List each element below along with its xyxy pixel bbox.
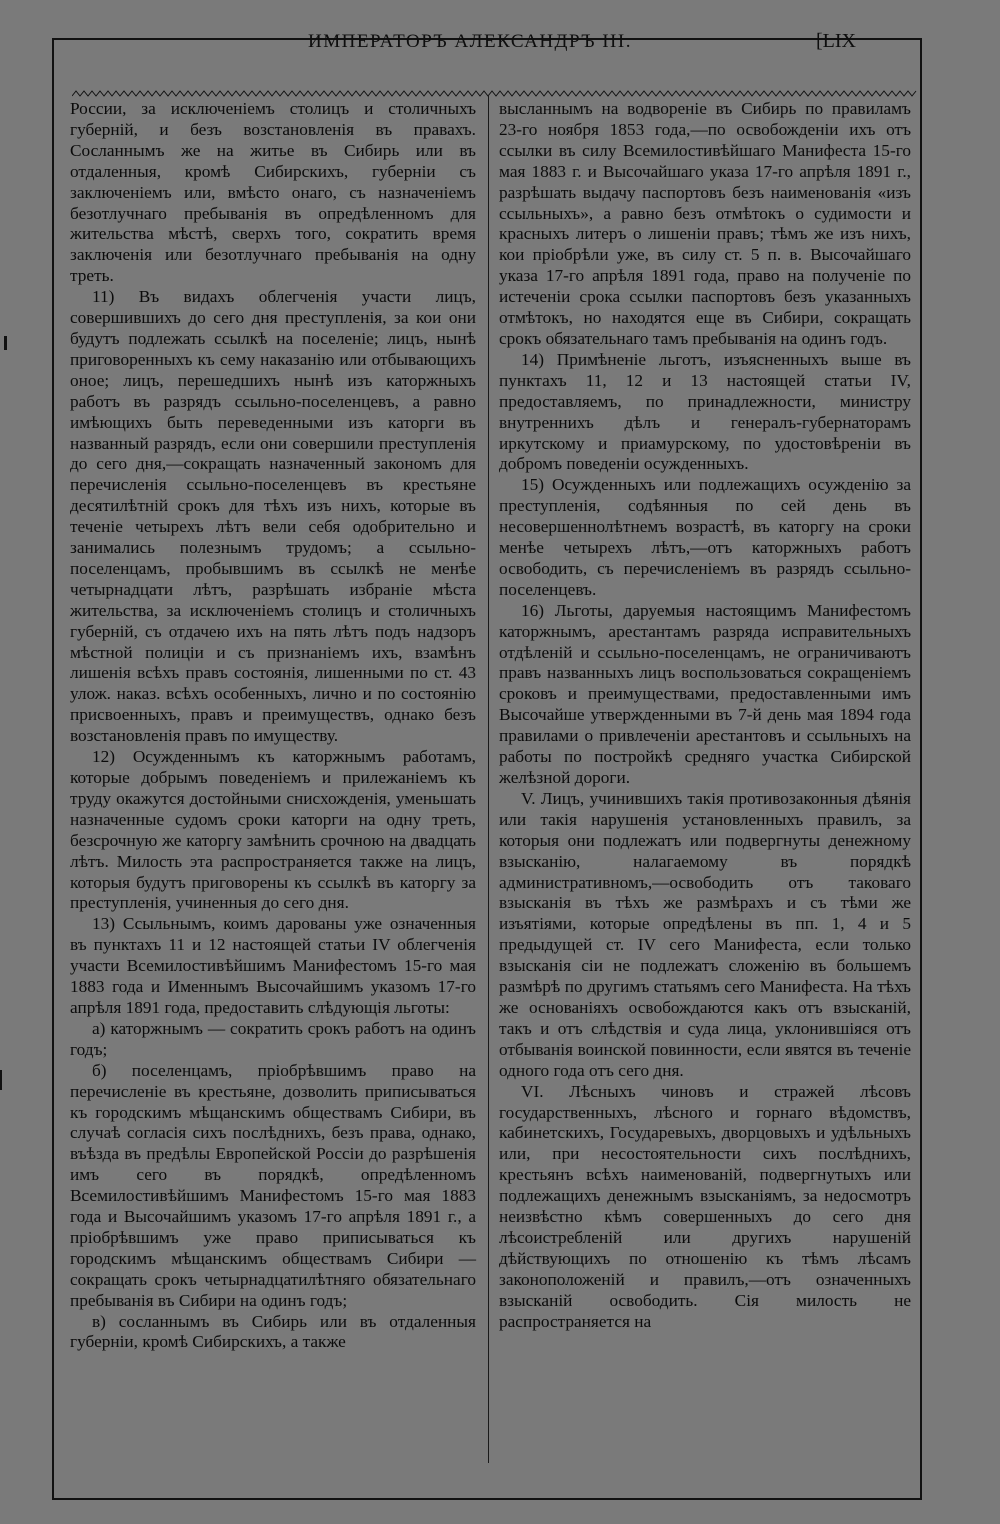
margin-mark xyxy=(4,336,7,350)
margin-mark xyxy=(0,1070,2,1090)
paragraph: 11) Въ видахъ облегченія участи лицъ, совершившихъ до сего дня преступленія, за кои они будутъ подлежать ссылкѣ на поселеніе; лицъ, нынѣ приговоренныхъ къ сему наказанію или отбывающихъ оное; лицъ, перешедшихъ нынѣ изъ каторжныхъ работъ въ разрядъ ссыльно-поселенцевъ, а равно имѣющихъ быть переведенными изъ каторги въ названный разрядъ, если они совершили преступленія до сего дня,—сокращать назначенный закономъ для перечисленія ссыльно-поселенцевъ въ крестьяне десятилѣтній срокъ для тѣхъ изъ нихъ, которые въ теченіе четырехъ лѣтъ вели себя одобрительно и занимались полезнымъ трудомъ; а ссыльно-поселенцамъ, пробывшимъ въ ссылкѣ не менѣе четырнадцати лѣтъ, разрѣшать избраніе мѣста жительства, за исключеніемъ столицъ и столичныхъ губерній, съ отдачею ихъ на пять лѣтъ подъ надзоръ мѣстной полиціи и съ признаніемъ ихъ, взамѣнъ лишенія всѣхъ правъ состоянія, лишенными по ст. 43 улож. наказ. всѣхъ особенныхъ, лично и по состоянію присвоенныхъ, правъ и преимуществъ, однако безъ возстановленія правъ по имуществу. xyxy=(70,287,476,746)
paragraph: России, за исключеніемъ столицъ и столичныхъ губерній, и безъ возстановленія въ правахъ. Сосланнымъ же на житье въ Сибирь или въ отдаленныя, кромѣ Сибирскихъ, губерніи съ заключеніемъ или, вмѣсто онаго, съ назначеніемъ безотлучнаго пребыванія въ опредѣленномъ для жительства мѣстѣ, сверхъ того, сократить время заключенія или безотлучнаго пребыванія на одну треть. xyxy=(70,99,476,286)
right-column xyxy=(499,99,911,1332)
page-header xyxy=(40,23,900,59)
paragraph: высланнымъ на водвореніе въ Сибирь по правиламъ 23-го ноября 1853 года,—по освобожденіи ихъ отъ ссылки въ силу Всемилостивѣйшаго Манифеста 15-го мая 1883 г. и Высочайшаго указа 17-го апрѣля 1891 г., разрѣшать выдачу паспортовъ безъ наименованія «изъ ссыльныхъ», а равно безъ отмѣтокъ о судимости и красныхъ литеръ о лишеніи правъ; тѣмъ же изъ нихъ, кои пріобрѣли уже, въ силу ст. 5 п. в. Высочайшаго указа 17-го апрѣля 1891 года, право на полученіе по истеченіи срока ссылки паспортовъ безъ указанныхъ отмѣтокъ, но находятся еще въ Сибири, сокращать срокъ обязательнаго тамъ пребыванія на одинъ годъ. xyxy=(499,99,911,348)
page-number: [LIX xyxy=(816,30,856,52)
column-divider xyxy=(488,96,489,1463)
paragraph: 13) Ссыльнымъ, коимъ дарованы уже означенныя въ пунктахъ 11 и 12 настоящей статьи IV облегченія участи Всемилостивѣйшимъ Манифестомъ 15-го мая 1883 года и Именнымъ Высочайшимъ указомъ 17-го апрѣля 1891 года, предоставить слѣдующія льготы: xyxy=(70,914,476,1017)
paragraph: 12) Осужденнымъ къ каторжнымъ работамъ, которые добрымъ поведеніемъ и прилежаніемъ къ труду окажутся достойными снисхожденія, уменьшать назначенные судомъ сроки каторги на одну треть, безсрочную же каторгу замѣнить срочною на двадцать лѣтъ. Милость эта распространяется также на лицъ, которыя будутъ приговорены къ ссылкѣ въ каторгу за преступленія, учиненныя до сего дня. xyxy=(70,747,476,913)
paragraph: в) сосланнымъ въ Сибирь или въ отдаленныя губерніи, кромѣ Сибирскихъ, а также xyxy=(70,1311,476,1352)
left-column xyxy=(70,99,476,1353)
paragraph: V. Лицъ, учинившихъ такія противозаконныя дѣянія или такія нарушенія установленныхъ правилъ, за которыя они подлежатъ или подвергнуты денежному взысканію, налагаемому въ порядкѣ административномъ,—освободить отъ таковаго взысканія въ тѣхъ же размѣрахъ и съ тѣми же изъятіями, которые опредѣлены въ пп. 1, 4 и 5 предыдущей ст. IV сего Манифеста, если только взысканія сіи не подлежатъ сложенію въ большемъ размѣрѣ по другимъ статьямъ сего Манифеста. На тѣхъ же основаніяхъ освобождаются какъ отъ взысканій, такъ и отъ слѣдствія и суда лица, уклонившіяся отъ отбыванія воинской повинности, если явятся въ теченіе одного года отъ сего дня. xyxy=(499,788,911,1080)
paragraph: 14) Примѣненіе льготъ, изъясненныхъ выше въ пунктахъ 11, 12 и 13 настоящей статьи IV, предоставляемъ, по принадлежности, министру внутреннихъ дѣлъ и генералъ-губернаторамъ иркутскому и приамурскому, по удостовѣреніи въ добромъ поведеніи осужденныхъ. xyxy=(499,349,911,474)
paragraph: 16) Льготы, даруемыя настоящимъ Манифестомъ каторжнымъ, арестантамъ разряда исправительныхъ отдѣленій и ссыльно-поселенцамъ, не ограничиваютъ правъ названныхъ лицъ воспользоваться сокращеніемъ сроковъ и преимуществами, предоставленными имъ Высочайше утвержденными въ 7-й день мая 1894 года правилами о привлеченіи арестантовъ и ссыльныхъ на работы по постройкѣ средняго участка Сибирской желѣзной дороги. xyxy=(499,600,911,787)
paragraph: 15) Осужденныхъ или подлежащихъ осужденію за преступленія, содѣянныя по сей день въ несовершеннолѣтнемъ возрастѣ, въ каторгу на сроки менѣе четырехъ лѣтъ,—отъ каторжныхъ работъ освободить, съ перечисленіемъ въ разрядъ ссыльно-поселенцевъ. xyxy=(499,475,911,599)
paragraph: а) каторжнымъ — сократить срокъ работъ на одинъ годъ; xyxy=(70,1018,476,1059)
paragraph: б) поселенцамъ, пріобрѣвшимъ право на перечисленіе въ крестьяне, дозволить приписываться къ городскимъ мѣщанскимъ обществамъ Сибири, въ случаѣ согласія сихъ послѣднихъ, безъ права, однако, въѣзда въ предѣлы Европейской Россіи до разрѣшенія имъ сего въ порядкѣ, опредѣленномъ Всемилостивѣйшимъ Манифестомъ 15-го мая 1883 года и Высочайшимъ указомъ 17-го апрѣля 1891 г., а пріобрѣвшимъ уже право приписываться къ городскимъ мѣщанскимъ обществамъ Сибири — сокращать срокъ четырнадцатилѣтняго обязательнаго пребыванія въ Сибири на одинъ годъ; xyxy=(70,1060,476,1310)
paragraph: VI. Лѣсныхъ чиновъ и стражей лѣсовъ государственныхъ, лѣсного и горнаго вѣдомствъ, кабинетскихъ, Государевыхъ, дворцовыхъ и удѣльныхъ или, при несостоятельности сихъ послѣднихъ, крестьянъ всѣхъ наименованій, подвергнутыхъ или подлежащихъ денежнымъ взысканіямъ, за недосмотръ неизвѣстно кѣмъ совершенныхъ до сего дня лѣсоистребленій или другихъ нарушеній дѣйствующихъ по отношенію къ тѣмъ лѣсамъ законоположеній и правилъ,—отъ означенныхъ взысканій освободить. Сія милость не распространяется на xyxy=(499,1081,911,1331)
header-ornament-rule xyxy=(72,89,918,99)
running-head: ИМПЕРАТОРЪ АЛЕКСАНДРЪ III. xyxy=(308,31,632,52)
